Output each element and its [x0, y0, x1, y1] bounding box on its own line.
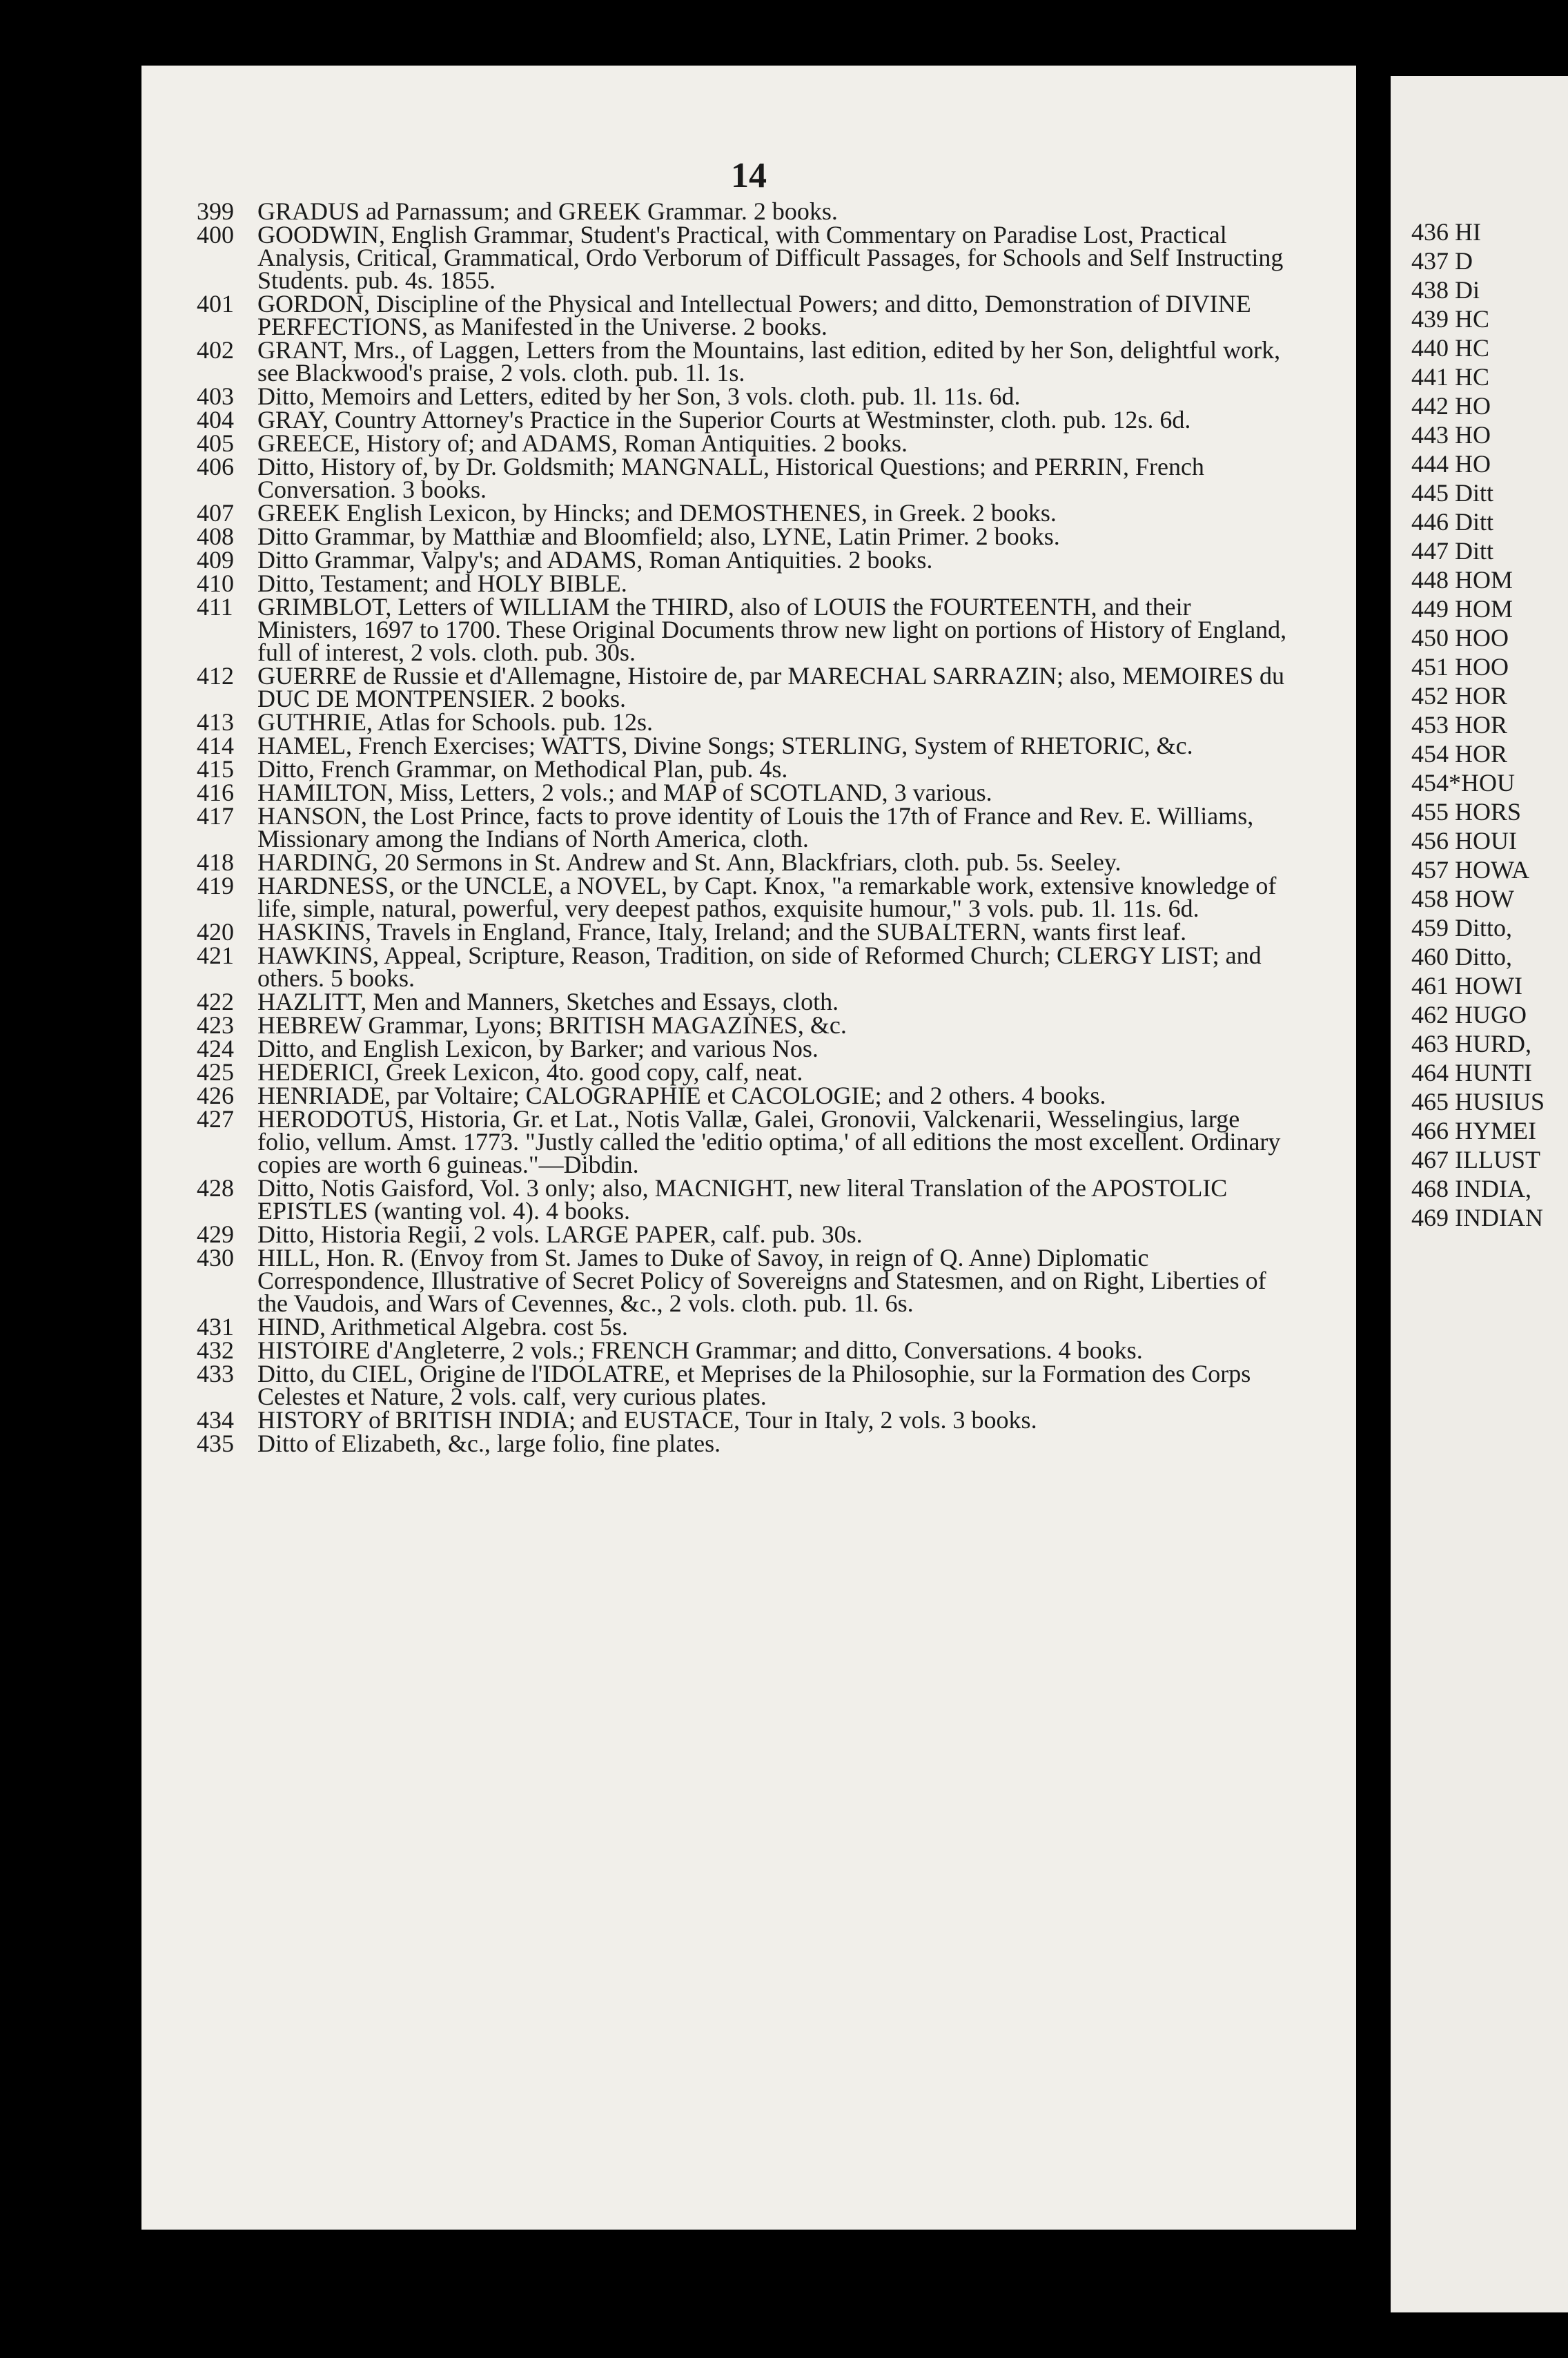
catalogue-entry — [197, 197, 1287, 225]
entry-text: Ditto of Elizabeth, &c., large folio, fine plates. — [257, 1430, 721, 1457]
catalogue-entries — [197, 197, 1287, 1457]
right-page-entry: 445 Ditt — [1411, 479, 1494, 507]
catalogue-entry — [197, 1244, 1287, 1317]
catalogue-entry — [197, 1220, 1287, 1248]
entry-number: 412 — [197, 662, 234, 690]
entry-text: GRADUS ad Parnassum; and GREEK Grammar. 2 books. — [257, 197, 838, 225]
entry-number: 425 — [197, 1058, 234, 1086]
entry-number: 419 — [197, 872, 234, 899]
entry-text: Ditto, and English Lexicon, by Barker; and various Nos. — [257, 1035, 819, 1062]
right-page-entry: 461 HOWI — [1411, 972, 1522, 1000]
entry-text: GRAY, Country Attorney's Practice in the Superior Courts at Westminster, cloth. pub. 12s. 6d. — [257, 406, 1191, 433]
catalogue-entry — [197, 1058, 1287, 1086]
catalogue-entry — [197, 662, 1287, 712]
right-page-entry: 453 HOR — [1411, 711, 1508, 739]
entry-number: 400 — [197, 221, 234, 249]
catalogue-entry — [197, 499, 1287, 527]
entry-text: Ditto Grammar, by Matthiæ and Bloomfield; also, LYNE, Latin Primer. 2 books. — [257, 523, 1060, 550]
entry-text: HANSON, the Lost Prince, facts to prove identity of Louis the 17th of France and Rev. E. Williams, Missionary among the Indians of North America, cloth. — [257, 802, 1254, 852]
right-page-entry: 448 HOM — [1411, 566, 1513, 594]
entry-number: 415 — [197, 755, 234, 783]
right-page-entry: 443 HO — [1411, 421, 1491, 449]
entry-number: 424 — [197, 1035, 234, 1062]
entry-number: 422 — [197, 988, 234, 1015]
catalogue-entry — [197, 336, 1287, 387]
entry-text: GUTHRIE, Atlas for Schools. pub. 12s. — [257, 708, 653, 736]
right-page-entry: 440 HC — [1411, 334, 1490, 362]
right-page-entry: 465 HUSIUS — [1411, 1088, 1545, 1115]
catalogue-entry — [197, 944, 1287, 990]
right-page-entry: 441 HC — [1411, 363, 1490, 391]
right-page-entry: 464 HUNTI — [1411, 1059, 1532, 1087]
entry-number: 429 — [197, 1220, 234, 1248]
catalogue-entry — [197, 1084, 1287, 1107]
entry-text: Ditto, French Grammar, on Methodical Plan, pub. 4s. — [257, 755, 788, 783]
entry-text: Ditto, History of, by Dr. Goldsmith; MANGNALL, Historical Questions; and PERRIN, French Conversation. 3 books. — [257, 453, 1204, 503]
entry-number: 434 — [197, 1406, 234, 1434]
entry-text: HAZLITT, Men and Manners, Sketches and Essays, cloth. — [257, 988, 839, 1015]
right-page-entries — [1411, 218, 1545, 1236]
right-page-entry: 466 HYMEI — [1411, 1117, 1536, 1144]
catalogue-entry — [197, 802, 1287, 852]
entry-number: 430 — [197, 1244, 234, 1271]
entry-number: 428 — [197, 1174, 234, 1202]
catalogue-entry — [197, 1037, 1287, 1060]
catalogue-entry — [197, 918, 1287, 946]
entry-number: 427 — [197, 1105, 234, 1133]
entry-number: 404 — [197, 406, 234, 433]
right-page-entry: 437 D — [1411, 247, 1473, 275]
entry-number: 406 — [197, 453, 234, 480]
catalogue-entry — [197, 453, 1287, 503]
entry-text: HARDING, 20 Sermons in St. Andrew and St. Ann, Blackfriars, cloth. pub. 5s. Seeley. — [257, 848, 1121, 876]
catalogue-entry — [197, 1360, 1287, 1410]
entry-text: HAMILTON, Miss, Letters, 2 vols.; and MAP of SCOTLAND, 3 various. — [257, 779, 992, 806]
catalogue-entry — [197, 569, 1287, 597]
entry-number: 435 — [197, 1430, 234, 1457]
right-page-entry: 446 Ditt — [1411, 508, 1494, 536]
page-number: 14 — [731, 156, 767, 195]
catalogue-entry — [197, 708, 1287, 736]
entry-number: 401 — [197, 290, 234, 318]
entry-number: 402 — [197, 336, 234, 364]
entry-number: 405 — [197, 429, 234, 457]
catalogue-entry — [197, 1432, 1287, 1455]
entry-number: 407 — [197, 499, 234, 527]
right-page-entry: 459 Ditto, — [1411, 914, 1513, 942]
entry-number: 423 — [197, 1011, 234, 1039]
catalogue-entry — [197, 1105, 1287, 1178]
catalogue-entry — [197, 1406, 1287, 1434]
right-page-entry: 451 HOO — [1411, 653, 1509, 681]
entry-text: GRIMBLOT, Letters of WILLIAM the THIRD, also of LOUIS the FOURTEENTH, and their Ministers, 1697 to 1700. These Original Documents throw new light on portions of History of England, full of interest, 2 vols. cloth. pub. 30s. — [257, 593, 1287, 666]
right-page-entry: 444 HO — [1411, 450, 1491, 478]
right-page-entry: 467 ILLUST — [1411, 1146, 1540, 1173]
entry-number: 409 — [197, 546, 234, 574]
entry-number: 411 — [197, 593, 233, 621]
right-page-entry: 452 HOR — [1411, 682, 1508, 710]
entry-text: GRANT, Mrs., of Laggen, Letters from the Mountains, last edition, edited by her Son, delightful work, see Blackwood's praise, 2 vols. cloth. pub. 1l. 1s. — [257, 336, 1281, 387]
left-page — [141, 66, 1356, 2230]
right-page-entry: 450 HOO — [1411, 624, 1509, 652]
catalogue-entry — [197, 429, 1287, 457]
entry-number: 420 — [197, 918, 234, 946]
entry-text: HENRIADE, par Voltaire; CALOGRAPHIE et CACOLOGIE; and 2 others. 4 books. — [257, 1082, 1106, 1109]
catalogue-entry — [197, 593, 1287, 666]
right-page-entry: 456 HOUI — [1411, 827, 1517, 855]
entry-text: Ditto, Testament; and HOLY BIBLE. — [257, 569, 627, 597]
entry-number: 418 — [197, 848, 234, 876]
entry-number: 413 — [197, 708, 234, 736]
entry-text: HISTOIRE d'Angleterre, 2 vols.; FRENCH Grammar; and ditto, Conversations. 4 books. — [257, 1336, 1143, 1364]
catalogue-entry — [197, 1011, 1287, 1039]
entry-text: GREECE, History of; and ADAMS, Roman Antiquities. 2 books. — [257, 429, 908, 457]
entry-number: 416 — [197, 779, 234, 806]
entry-text: HISTORY of BRITISH INDIA; and EUSTACE, Tour in Italy, 2 vols. 3 books. — [257, 1406, 1037, 1434]
entry-text: HAWKINS, Appeal, Scripture, Reason, Tradition, on side of Reformed Church; CLERGY LIST; and others. 5 books. — [257, 942, 1262, 992]
catalogue-entry — [197, 781, 1287, 804]
right-page-fragment — [1391, 76, 1568, 2312]
entry-text: Ditto, Historia Regii, 2 vols. LARGE PAPER, calf. pub. 30s. — [257, 1220, 863, 1248]
entry-text: HEDERICI, Greek Lexicon, 4to. good copy, calf, neat. — [257, 1058, 803, 1086]
entry-text: Ditto, Notis Gaisford, Vol. 3 only; also, MACNIGHT, new literal Translation of the APOSTOLIC EPISTLES (wanting vol. 4). 4 books. — [257, 1174, 1228, 1225]
right-page-entry: 449 HOM — [1411, 595, 1513, 623]
catalogue-entry — [197, 221, 1287, 294]
entry-number: 421 — [197, 942, 234, 969]
entry-number: 399 — [197, 197, 234, 225]
entry-text: HAMEL, French Exercises; WATTS, Divine Songs; STERLING, System of RHETORIC, &c. — [257, 732, 1193, 759]
entry-number: 417 — [197, 802, 234, 830]
entry-number: 432 — [197, 1336, 234, 1364]
entry-text: HARDNESS, or the UNCLE, a NOVEL, by Capt. Knox, "a remarkable work, extensive knowledge of life, simple, natural, powerful, very deepest pathos, exquisite humour," 3 vols. pub. 1l. 11s. 6d. — [257, 872, 1277, 922]
catalogue-entry — [197, 872, 1287, 922]
entry-number: 433 — [197, 1360, 234, 1387]
catalogue-entry — [197, 1313, 1287, 1341]
right-page-entry: 438 Di — [1411, 276, 1480, 304]
right-page-entry: 458 HOW — [1411, 885, 1514, 913]
right-page-entry: 457 HOWA — [1411, 856, 1529, 884]
entry-text: GOODWIN, English Grammar, Student's Practical, with Commentary on Paradise Lost, Practical Analysis, Critical, Grammatical, Ordo Verborum of Difficult Passages, for Schools and Self Instructing Students. pub. 4s. 1855. — [257, 221, 1284, 294]
right-page-entry: 455 HORS — [1411, 798, 1522, 826]
entry-text: GUERRE de Russie et d'Allemagne, Histoire de, par MARECHAL SARRAZIN; also, MEMOIRES du DUC DE MONTPENSIER. 2 books. — [257, 662, 1285, 712]
right-page-entry: 436 HI — [1411, 218, 1481, 246]
right-page-entry: 460 Ditto, — [1411, 943, 1513, 971]
entry-text: Ditto, du CIEL, Origine de l'IDOLATRE, et Meprises de la Philosophie, sur la Formation des Corps Celestes et Nature, 2 vols. calf, very curious plates. — [257, 1360, 1251, 1410]
catalogue-entry — [197, 546, 1287, 574]
entry-number: 403 — [197, 382, 234, 410]
right-page-entry: 442 HO — [1411, 392, 1491, 420]
right-page-entry: 469 INDIAN — [1411, 1204, 1543, 1231]
catalogue-entry — [197, 290, 1287, 340]
entry-number: 414 — [197, 732, 234, 759]
right-page-entry: 468 INDIA, — [1411, 1175, 1531, 1202]
catalogue-entry — [197, 1336, 1287, 1364]
entry-text: GREEK English Lexicon, by Hincks; and DEMOSTHENES, in Greek. 2 books. — [257, 499, 1057, 527]
catalogue-entry — [197, 406, 1287, 433]
entry-text: HERODOTUS, Historia, Gr. et Lat., Notis Vallæ, Galei, Gronovii, Valckenarii, Wesselingius, large folio, vellum. Amst. 1773. "Justly called the 'editio optima,' of all editions the most excellent. Ordinary copies are worth 6 guineas."—Dibdin. — [257, 1105, 1281, 1178]
entry-number: 410 — [197, 569, 234, 597]
catalogue-entry — [197, 1174, 1287, 1225]
entry-text: HIND, Arithmetical Algebra. cost 5s. — [257, 1313, 628, 1341]
right-page-entry: 463 HURD, — [1411, 1030, 1532, 1058]
right-page-entry: 454 HOR — [1411, 740, 1508, 768]
catalogue-entry — [197, 848, 1287, 876]
right-page-entry: 439 HC — [1411, 305, 1490, 333]
right-page-entry: 447 Ditt — [1411, 537, 1494, 565]
catalogue-entry — [197, 382, 1287, 410]
entry-number: 426 — [197, 1082, 234, 1109]
entry-number: 431 — [197, 1313, 234, 1341]
entry-text: Ditto, Memoirs and Letters, edited by her Son, 3 vols. cloth. pub. 1l. 11s. 6d. — [257, 382, 1021, 410]
entry-text: HILL, Hon. R. (Envoy from St. James to Duke of Savoy, in reign of Q. Anne) Diplomatic Correspondence, Illustrative of Secret Policy of Sovereigns and Statesmen, and on Right, Liberties of the Vaudois, and Wars of Cevennes, &c., 2 vols. cloth. pub. 1l. 6s. — [257, 1244, 1266, 1317]
entry-text: Ditto Grammar, Valpy's; and ADAMS, Roman Antiquities. 2 books. — [257, 546, 933, 574]
entry-text: HASKINS, Travels in England, France, Italy, Ireland; and the SUBALTERN, wants first leaf. — [257, 918, 1187, 946]
catalogue-entry — [197, 755, 1287, 783]
catalogue-entry — [197, 988, 1287, 1015]
entry-number: 408 — [197, 523, 234, 550]
right-page-entry: 462 HUGO — [1411, 1001, 1527, 1029]
right-page-entry: 454*HOU — [1411, 769, 1515, 797]
catalogue-entry — [197, 734, 1287, 757]
entry-text: GORDON, Discipline of the Physical and Intellectual Powers; and ditto, Demonstration of DIVINE PERFECTIONS, as Manifested in the Universe. 2 books. — [257, 290, 1251, 340]
catalogue-entry — [197, 525, 1287, 548]
entry-text: HEBREW Grammar, Lyons; BRITISH MAGAZINES, &c. — [257, 1011, 847, 1039]
